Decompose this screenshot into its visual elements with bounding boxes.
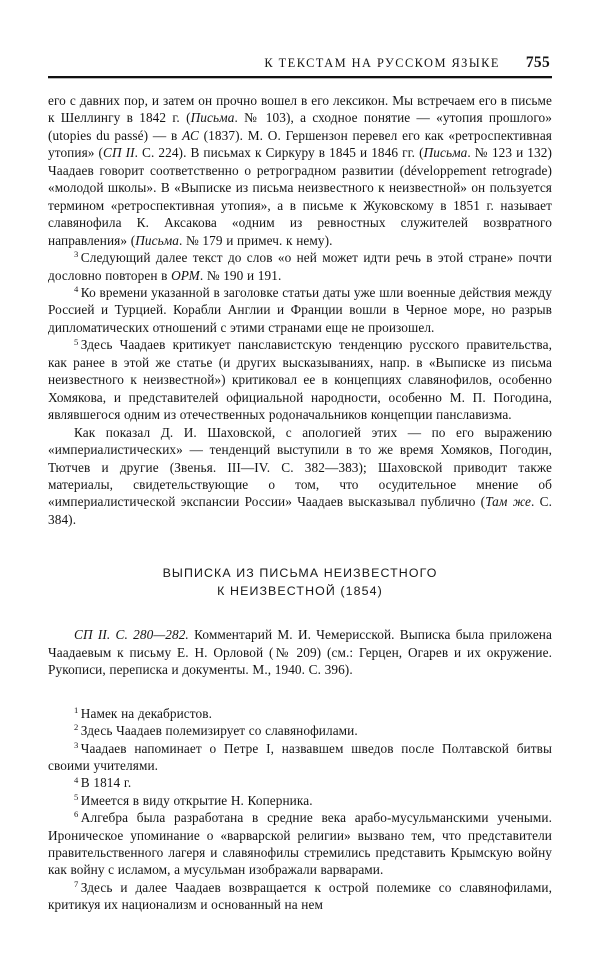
note-2-text-2: . № 103), а сходное понятие — «утопия прошлого» (utopies du passé) — в (48, 110, 552, 143)
source-note-block (48, 626, 552, 678)
footnote-marker: 4 (74, 774, 79, 785)
footnote-marker: 6 (74, 809, 79, 820)
note-2-continuation (48, 92, 552, 249)
note-2-text-5: . № 123 и 132) Чаадаев говорит соответственно о ретроградном развитии (développement retrograde) «молодой школы». В «Выписке из письма неизвестного к неизвестной» он пользуется термином «ретроспективная утопия», а в письме к Жуковскому в 1851 г. называет славянофила К. Аксакова «одним из ревностных служителей возвратного направления» ( (48, 145, 552, 248)
note-2-text-6: . № 179 и примеч. к нему). (179, 232, 333, 248)
note-2-text-3: (1837). М. О. Гершензон перевел его как «ретроспективная утопия» ( (48, 127, 552, 161)
note-2-italic-5: Письма (135, 232, 180, 248)
footnote-marker: 7 (74, 879, 79, 890)
running-head-title: К ТЕКСТАМ НА РУССКОМ ЯЗЫКЕ (264, 56, 500, 70)
note-2-italic-1: Письма (190, 110, 235, 126)
source-note-text: Комментарий М. И. Чемерисской. Выписка была приложена Чаадаевым к письму Е. Н. Орловой (№ 209) (см.: Герцен, Огарев и их окружение. Рукописи, переписка и документы. М., 1940. С. 396). (48, 627, 552, 678)
footnote-marker: 3 (74, 739, 79, 750)
note-4-marker: 4 (74, 284, 79, 295)
footnote-item (48, 774, 552, 791)
closing-text-2: . С. 384). (48, 494, 552, 527)
note-5-text: Здесь Чаадаев критикует панславистскую тенденцию русского правительства, как ранее в этой же статье (и других высказываниях, напр. в «Выписке из письма неизвестного к неизвестной») критиковал ее в концепциях славянофилов, особенно Хомякова, и представителей официальной народности, особенно М. П. Погодина, являвшегося одним из отечественных родоначальников концепции панславизма. (48, 337, 552, 423)
closing-paragraph (48, 424, 552, 529)
footnote-text: В 1814 г. (80, 775, 132, 791)
footnote-text: Чаадаев напоминает о Петре I, назвавшем шведов после Полтавской битвы своими учителями. (48, 740, 552, 773)
footnote-list (48, 705, 552, 914)
footnote-marker: 1 (74, 704, 79, 715)
closing-italic-1: Там же (485, 494, 531, 510)
footnote-text: Алгебра была разработана в средние века арабо-мусульманскими учеными. Ироническое упоминание о «варварской религии» вызвано тем, что представители правительственного лагеря и славянофилы стремились представить Крымскую войну как войну с исламом, а мусульман изображали варварами. (48, 810, 552, 878)
running-head (48, 54, 552, 72)
note-2-text-4: . С. 224). В письмах к Сиркуру в 1845 и 1846 гг. ( (134, 145, 424, 161)
footnote-text: Здесь Чаадаев полемизирует со славянофилами. (80, 723, 358, 739)
footnote-marker: 5 (74, 792, 79, 802)
footnote-item (48, 792, 552, 809)
section-heading (48, 564, 552, 600)
footnote-item (48, 722, 552, 739)
footnote-text: Имеется в виду открытие Н. Коперника. (80, 792, 313, 808)
footnote-item (48, 809, 552, 879)
footnote-item (48, 740, 552, 775)
source-note (48, 626, 552, 678)
note-2-italic-4: Письма (423, 145, 468, 161)
note-3-text-1: Следующий далее текст до слов «о ней может идти речь в этой стране» почти дословно повторен в (48, 250, 552, 283)
note-2-italic-2: АС (182, 127, 199, 143)
section-heading-line-2: К НЕИЗВЕСТНОЙ (1854) (217, 584, 383, 599)
footnote-item (48, 705, 552, 722)
note-5 (48, 336, 552, 423)
note-2-italic-3: СП II (103, 145, 135, 161)
note-4 (48, 284, 552, 336)
source-note-reference: СП II. С. 280—282. (74, 627, 189, 643)
note-3-italic-1: ОРМ (171, 267, 200, 283)
footnote-text: Здесь и далее Чаадаев возвращается к острой полемике со славянофилами, критикуя их национализм и основанный на нем (48, 879, 552, 913)
note-5-marker: 5 (74, 336, 79, 347)
note-3 (48, 249, 552, 284)
page-number: 755 (525, 54, 550, 71)
header-rule (48, 76, 552, 78)
note-3-text-2: . № 190 и 191. (199, 267, 282, 283)
footnote-marker: 2 (74, 722, 79, 733)
closing-text-1: Как показал Д. И. Шаховской, с апологией этих — по его выражению «империалистических» — тенденций выступили в то же время Хомяков, Погодин, Тютчев и другие (Звенья. III—IV. С. 382—383); Шаховской приводит также материалы, свидетельствующие о том, что осудительное мнение об «империалистической экспансии России» Чаадаев высказывал публично ( (48, 424, 552, 510)
note-4-text: Ко времени указанной в заголовке статьи даты уже шли военные действия между Россией и Турцией. Корабли Англии и Франции вошли в Черное море, но разрыв дипломатических отношений с этими странами еще не произошел. (48, 284, 552, 335)
body-text (48, 92, 552, 528)
note-3-marker: 3 (74, 249, 79, 260)
footnote-text: Намек на декабристов. (80, 705, 212, 721)
footnote-item (48, 879, 552, 914)
page-content (48, 0, 552, 914)
note-2-text-1: его с давних пор, и затем он прочно вошел в его лексикон. Мы встречаем его в письме к Шеллингу в 1842 г. ( (48, 93, 552, 126)
section-heading-line-1: ВЫПИСКА ИЗ ПИСЬМА НЕИЗВЕСТНОГО (162, 566, 438, 581)
